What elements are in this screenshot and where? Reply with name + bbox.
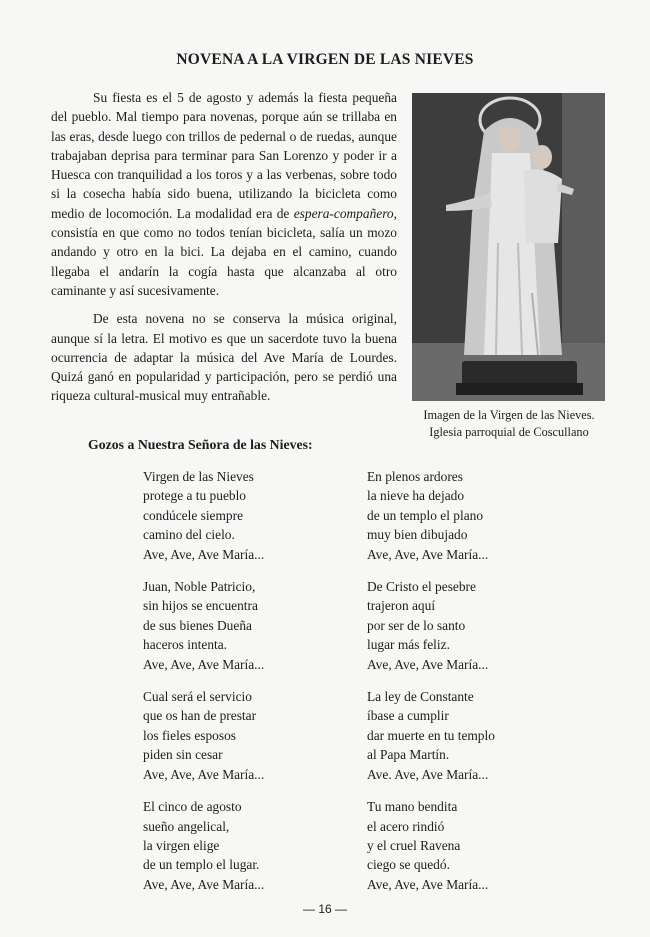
refrain-line: Ave. Ave, Ave María... bbox=[367, 766, 489, 782]
photo-caption bbox=[405, 407, 613, 441]
caption-line-1: Imagen de la Virgen de las Nieves. bbox=[423, 408, 595, 422]
verse-line: íbase a cumplir bbox=[367, 708, 449, 724]
verse-line: condúcele siempre bbox=[143, 507, 244, 523]
verse-line: sueño angelical, bbox=[143, 818, 230, 834]
refrain-line: Ave, Ave, Ave María... bbox=[143, 876, 265, 892]
verses-left-column bbox=[143, 467, 343, 907]
verse-line: La ley de Constante bbox=[367, 689, 474, 705]
stanza bbox=[143, 467, 343, 564]
verse-line: de un templo el lugar. bbox=[143, 857, 260, 873]
verse-line: ciego se quedó. bbox=[367, 857, 450, 873]
stanza bbox=[143, 797, 343, 894]
stanza bbox=[367, 797, 567, 894]
verse-line: Juan, Noble Patricio, bbox=[143, 579, 256, 595]
verse-line: El cinco de agosto bbox=[143, 799, 242, 815]
refrain-line: Ave, Ave, Ave María... bbox=[143, 766, 265, 782]
virgin-statue-photo bbox=[412, 93, 605, 401]
refrain-line: Ave, Ave, Ave María... bbox=[143, 656, 265, 672]
verse-line: De Cristo el pesebre bbox=[367, 579, 476, 595]
verse-line: que os han de prestar bbox=[143, 708, 257, 724]
intro-p1-part-a: Su fiesta es el 5 de agosto y además la fiesta pequeña del pueblo. Mal tiempo para novenas, porque aún se trillaba en las eras, desde luego con trillos de pedernal o de ruedas, aunque trabajaban deprisa para terminar para San Lorenzo y poder ir a Huesca con tranquilidad a los toros y a las verbenas, sobre todo si la cosecha había sido buena, utilizando la bicicleta como medio de locomoción. La modalidad era de bbox=[51, 90, 397, 221]
verse-line: En plenos ardores bbox=[367, 469, 463, 484]
verse-line: la virgen elige bbox=[143, 837, 220, 853]
verse-line: haceros intenta. bbox=[143, 637, 228, 653]
refrain-line: Ave, Ave, Ave María... bbox=[367, 876, 489, 892]
verse-line: dar muerte en tu templo bbox=[367, 727, 495, 743]
verse-line: muy bien dibujado bbox=[367, 527, 468, 543]
verse-line: la nieve ha dejado bbox=[367, 488, 465, 504]
stanza bbox=[367, 577, 567, 674]
verse-line: Virgen de las Nieves bbox=[143, 469, 254, 484]
intro-p1-part-b: , consistía en que como no todos tenían bicicleta, salía un mozo andando y otro en la bici. La dejaba en el camino, cuando llegaba el andarín la cogía hasta que alcanzaba al otro caminante y así sucesivamente. bbox=[51, 205, 397, 298]
stanza bbox=[367, 687, 567, 784]
stanza bbox=[143, 687, 343, 784]
intro-text bbox=[51, 88, 397, 415]
page-number: — 16 — bbox=[302, 902, 347, 916]
verse-line: y el cruel Ravena bbox=[367, 837, 461, 853]
verse-line: por ser de lo santo bbox=[367, 617, 466, 633]
refrain-line: Ave, Ave, Ave María... bbox=[143, 546, 265, 562]
verse-line: sin hijos se encuentra bbox=[143, 598, 258, 614]
verse-line: de sus bienes Dueña bbox=[143, 617, 252, 633]
caption-line-2: Iglesia parroquial de Coscullano bbox=[429, 425, 589, 439]
verse-line: piden sin cesar bbox=[143, 747, 223, 763]
verse-line: el acero rindió bbox=[367, 818, 445, 834]
verse-line: los fieles esposos bbox=[143, 727, 236, 743]
intro-p1-emphasis: espera-compañero bbox=[293, 205, 394, 221]
verse-line: de un templo el plano bbox=[367, 507, 484, 523]
page-title: NOVENA A LA VIRGEN DE LAS NIEVES bbox=[176, 51, 474, 68]
stanza bbox=[367, 467, 567, 564]
verses-right-column bbox=[367, 467, 567, 907]
statue-illustration bbox=[412, 93, 605, 401]
refrain-line: Ave, Ave, Ave María... bbox=[367, 656, 489, 672]
stanza bbox=[143, 577, 343, 674]
gozos-heading: Gozos a Nuestra Señora de las Nieves: bbox=[88, 437, 313, 452]
verse-line: protege a tu pueblo bbox=[143, 488, 246, 504]
refrain-line: Ave, Ave, Ave María... bbox=[367, 546, 489, 562]
verse-line: Tu mano bendita bbox=[367, 799, 458, 815]
verse-line: lugar más feliz. bbox=[367, 637, 450, 653]
intro-paragraph-1 bbox=[51, 88, 397, 300]
verse-line: al Papa Martín. bbox=[367, 747, 450, 763]
verse-line: Cual será el servicio bbox=[143, 689, 252, 705]
verse-line: trajeron aquí bbox=[367, 598, 436, 614]
verse-line: camino del cielo. bbox=[143, 527, 235, 543]
intro-paragraph-2: De esta novena no se conserva la música original, aunque sí la letra. El motivo es que un sacerdote tuvo la buena ocurrencia de adaptar la música del Ave María de Lourdes. Quizá ganó en popularidad y participación, pero se perdió una riqueza cultural-musical muy entrañable. bbox=[51, 311, 397, 404]
